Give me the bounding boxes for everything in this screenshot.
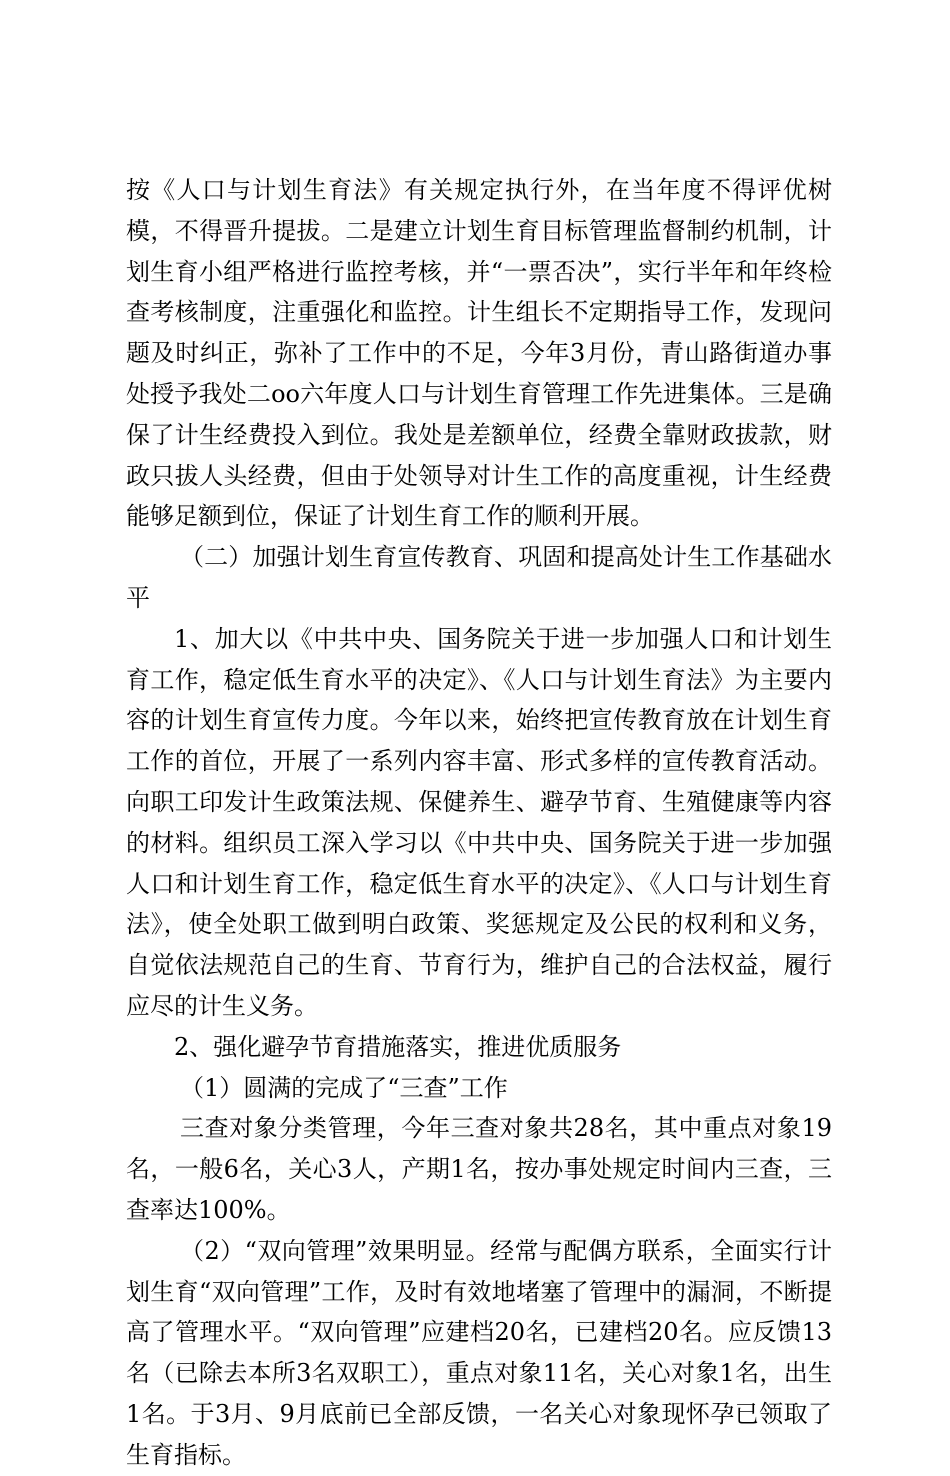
paragraph-management-supervision: 按《人口与计划生育法》有关规定执行外，在当年度不得评优树模，不得晋升提拔。二是建立计划生育目标管理监督制约机制，计划生育小组严格进行监控考核，并“一票否决”，实行半年和年终检查考核制度，注重强化和监控。计生组长不定期指导工作，发现问题及时纠正，弥补了工作中的不足，今年3月份，青山路街道办事处授予我处二oo六年度人口与计划生育管理工作先进集体。三是确保了计生经费投入到位。我处是差额单位，经费全靠财政拔款，财政只拔人头经费，但由于处领导对计生工作的高度重视，计生经费能够足额到位，保证了计划生育工作的顺利开展。 xyxy=(126,176,832,531)
subheading-contraception-service: 2、强化避孕节育措施落实，推进优质服务 xyxy=(174,1032,622,1061)
section-heading-publicity: （二）加强计划生育宣传教育、巩固和提高处计生工作基础水平 xyxy=(126,543,832,612)
paragraph-three-checks: 三查对象分类管理，今年三查对象共28名，其中重点对象19名，一般6名，关心3人，产期1名，按办事处规定时间内三查，三查率达100%。 xyxy=(126,1114,832,1224)
paragraph-two-way-management: （2）“双向管理”效果明显。经常与配偶方联系，全面实行计划生育“双向管理”工作，及时有效地堵塞了管理中的漏洞，不断提高了管理水平。“双向管理”应建档20名，已建档20名。应反馈13名（已除去本所3名双职工），重点对象11名，关心对象1名，出生1名。于3月、9月底前已全部反馈，一名关心对象现怀孕已领取了生育指标。 xyxy=(126,1236,832,1469)
document-body xyxy=(126,170,832,1476)
paragraph-publicity-effort: 1、加大以《中共中央、国务院关于进一步加强人口和计划生育工作，稳定低生育水平的决定》、《人口与计划生育法》为主要内容的计划生育宣传力度。今年以来，始终把宣传教育放在计划生育工作的首位，开展了一系列内容丰富、形式多样的宣传教育活动。向职工印发计生政策法规、保健养生、避孕节育、生殖健康等内容的材料。组织员工深入学习以《中共中央、国务院关于进一步加强人口和计划生育工作，稳定低生育水平的决定》、《人口与计划生育法》，使全处职工做到明白政策、奖惩规定及公民的权利和义务，自觉依法规范自己的生育、节育行为，维护自己的合法权益，履行应尽的计生义务。 xyxy=(126,624,832,1020)
subheading-three-checks: （1）圆满的完成了“三查”工作 xyxy=(180,1073,508,1102)
